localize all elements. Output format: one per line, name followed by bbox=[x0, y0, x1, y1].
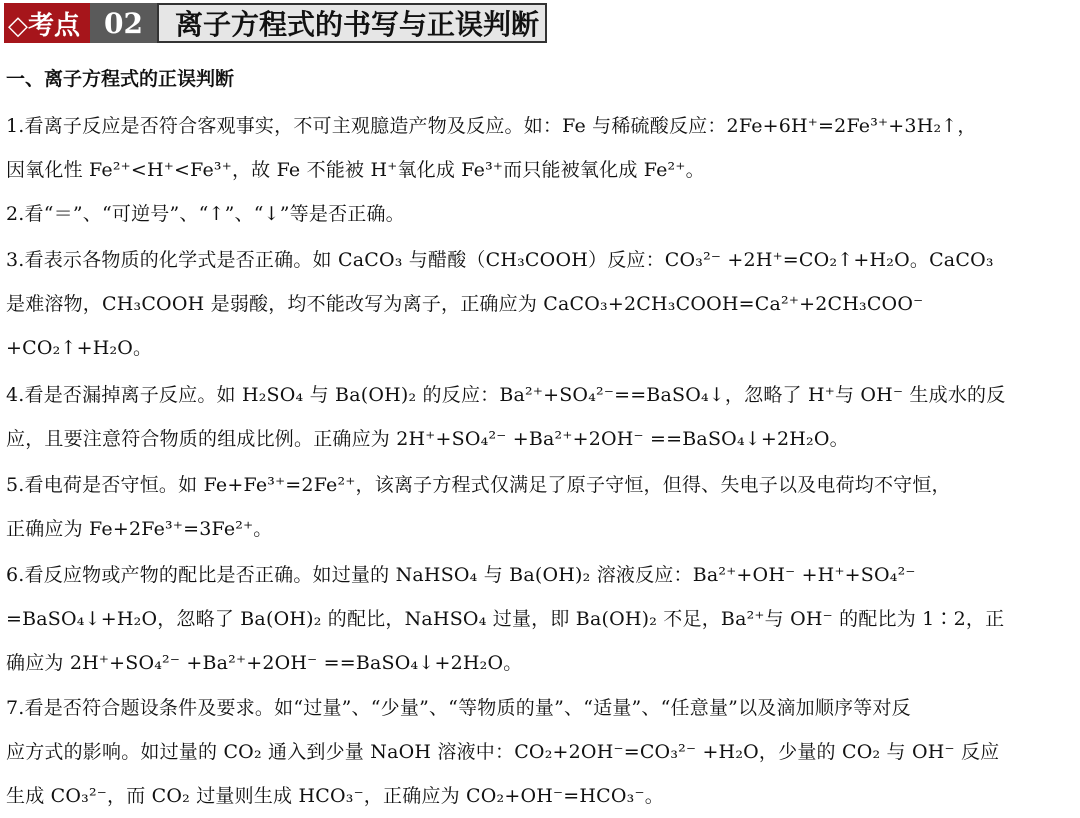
text-line: 应，且要注意符合物质的组成比例。正确应为 2H⁺+SO₄²⁻ +Ba²⁺+2OH⁻ ==BaSO₄↓+2H₂O。 bbox=[6, 428, 849, 450]
text-line: 1.看离子反应是否符合客观事实，不可主观臆造产物及反应。如：Fe 与稀硫酸反应：2Fe+6H⁺=2Fe³⁺+3H₂↑， bbox=[6, 115, 977, 137]
text-line: 生成 CO₃²⁻，而 CO₂ 过量则生成 HCO₃⁻，正确应为 CO₂+OH⁻=HCO₃⁻。 bbox=[6, 785, 664, 807]
text-line: 3.看表示各物质的化学式是否正确。如 CaCO₃ 与醋酸（CH₃COOH）反应：CO₃²⁻ +2H⁺=CO₂↑+H₂O。CaCO₃ bbox=[6, 249, 994, 271]
topic-tag: ◇考点 bbox=[4, 3, 90, 43]
text-line: +CO₂↑+H₂O。 bbox=[6, 337, 153, 359]
paragraph-5 bbox=[6, 463, 1076, 551]
text-line: 5.看电荷是否守恒。如 Fe+Fe³⁺=2Fe²⁺，该离子方程式仅满足了原子守恒，但得、失电子以及电荷均不守恒， bbox=[6, 474, 951, 496]
paragraph-1 bbox=[6, 104, 1076, 192]
text-line: 应方式的影响。如过量的 CO₂ 通入到少量 NaOH 溶液中：CO₂+2OH⁻=CO₃²⁻ +H₂O，少量的 CO₂ 与 OH⁻ 反应 bbox=[6, 741, 1000, 763]
text-line: 因氧化性 Fe²⁺<H⁺<Fe³⁺，故 Fe 不能被 H⁺氧化成 Fe³⁺而只能被氧化成 Fe²⁺。 bbox=[6, 159, 705, 181]
section-title: 一、离子方程式的正误判断 bbox=[6, 68, 235, 90]
paragraph-2 bbox=[6, 192, 1076, 236]
text-line: 2.看“＝”、“可逆号”、“↑”、“↓”等是否正确。 bbox=[6, 203, 405, 225]
topic-title: 离子方程式的书写与正误判断 bbox=[157, 3, 547, 43]
paragraph-4 bbox=[6, 373, 1076, 461]
text-line: 确应为 2H⁺+SO₄²⁻ +Ba²⁺+2OH⁻ ==BaSO₄↓+2H₂O。 bbox=[6, 652, 523, 674]
topic-number: 02 bbox=[90, 3, 157, 43]
text-line: 7.看是否符合题设条件及要求。如“过量”、“少量”、“等物质的量”、“适量”、“任意量”以及滴加顺序等对反 bbox=[6, 697, 911, 719]
text-line: 正确应为 Fe+2Fe³⁺=3Fe²⁺。 bbox=[6, 518, 273, 540]
paragraph-3 bbox=[6, 238, 1076, 370]
paragraph-7 bbox=[6, 686, 1076, 818]
paragraph-6 bbox=[6, 553, 1076, 685]
text-line: 4.看是否漏掉离子反应。如 H₂SO₄ 与 Ba(OH)₂ 的反应：Ba²⁺+SO₄²⁻==BaSO₄↓，忽略了 H⁺与 OH⁻ 生成水的反 bbox=[6, 384, 1006, 406]
topic-header bbox=[4, 3, 547, 43]
text-line: 6.看反应物或产物的配比是否正确。如过量的 NaHSO₄ 与 Ba(OH)₂ 溶液反应：Ba²⁺+OH⁻ +H⁺+SO₄²⁻ bbox=[6, 564, 916, 586]
text-line: 是难溶物，CH₃COOH 是弱酸，均不能改写为离子，正确应为 CaCO₃+2CH₃COOH=Ca²⁺+2CH₃COO⁻ bbox=[6, 293, 924, 315]
text-line: =BaSO₄↓+H₂O，忽略了 Ba(OH)₂ 的配比，NaHSO₄ 过量，即 Ba(OH)₂ 不足，Ba²⁺与 OH⁻ 的配比为 1∶2，正 bbox=[6, 608, 1005, 630]
